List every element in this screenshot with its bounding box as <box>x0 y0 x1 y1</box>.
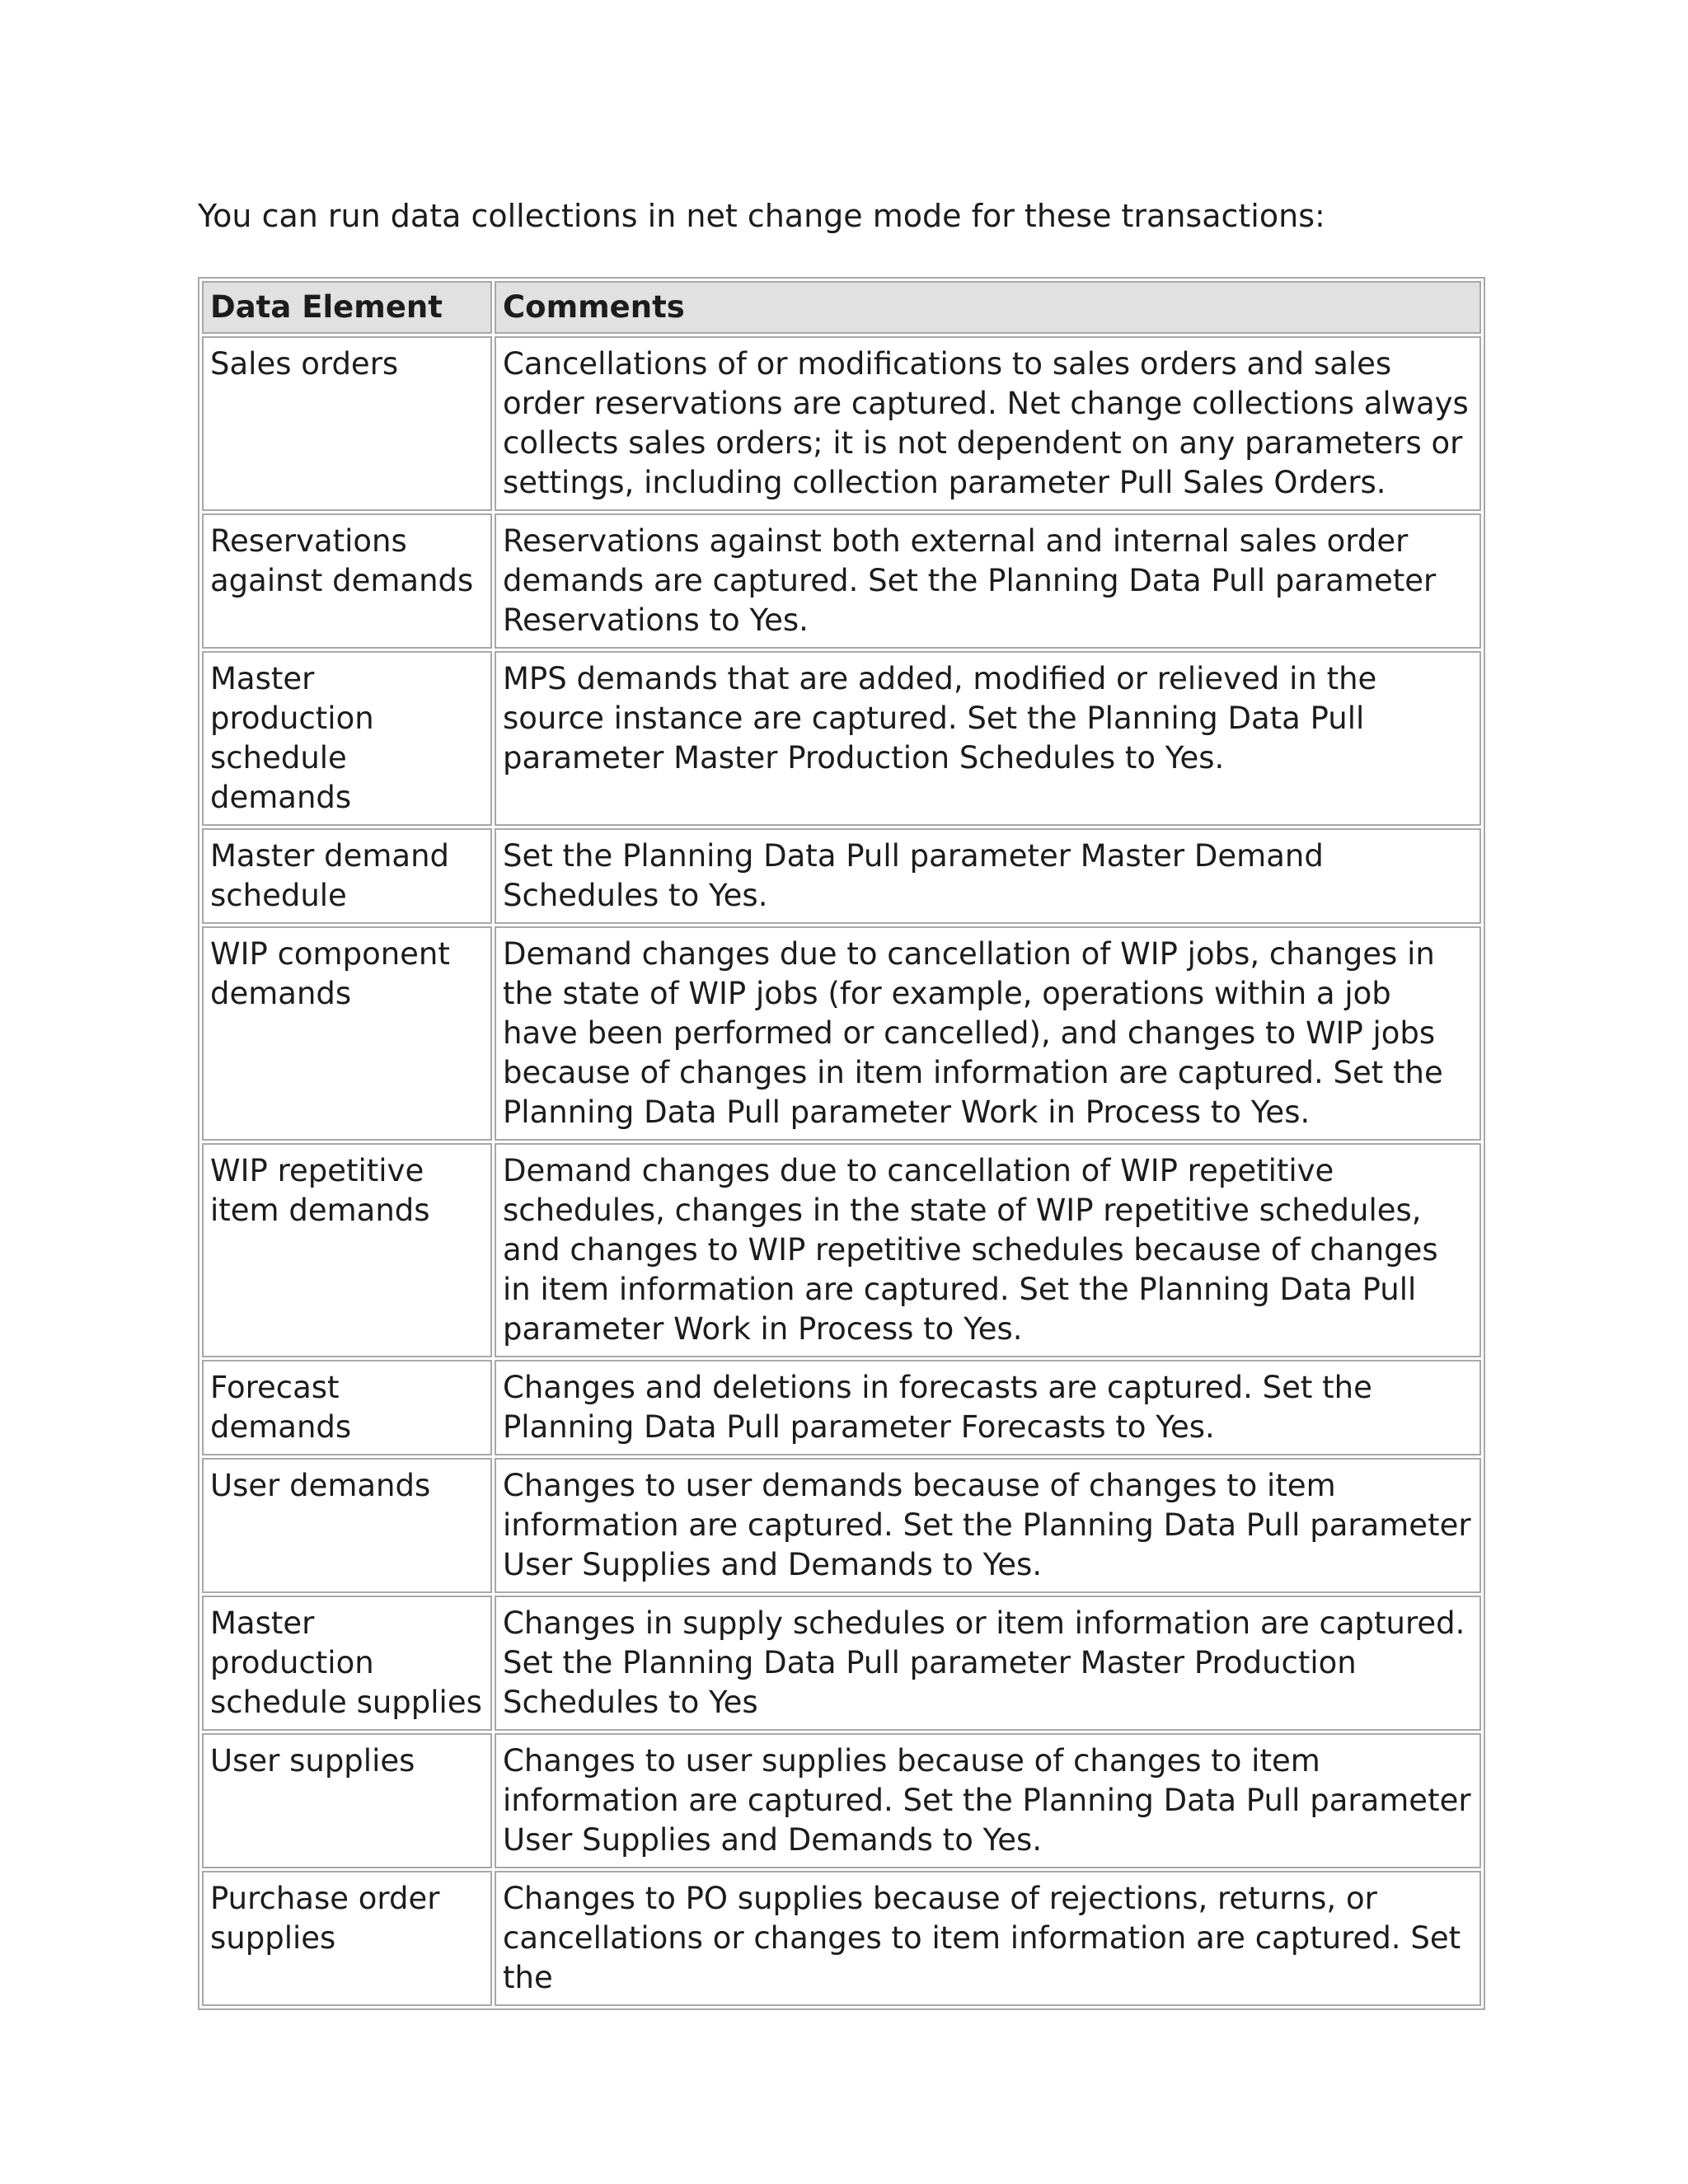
table-row <box>202 1360 1481 1455</box>
table-row <box>202 1596 1481 1731</box>
table-row <box>202 1458 1481 1593</box>
table-row <box>202 1143 1481 1357</box>
data-element-cell: Reservations against demands <box>202 513 492 649</box>
data-element-cell: Sales orders <box>202 336 492 511</box>
comment-cell: Set the Planning Data Pull parameter Master Demand Schedules to Yes. <box>495 828 1481 924</box>
data-element-cell: Master production schedule supplies <box>202 1596 492 1731</box>
table-row <box>202 1733 1481 1868</box>
table-row <box>202 651 1481 826</box>
data-element-cell: User demands <box>202 1458 492 1593</box>
table-row <box>202 926 1481 1141</box>
comment-cell: Changes to user supplies because of changes to item information are captured. Set the Planning Data Pull parameter User Supplies and Demands to Yes. <box>495 1733 1481 1868</box>
data-element-cell: User supplies <box>202 1733 492 1868</box>
header-data-element: Data Element <box>202 281 492 334</box>
comment-cell: MPS demands that are added, modified or relieved in the source instance are captured. Set the Planning Data Pull parameter Master Production Schedules to Yes. <box>495 651 1481 826</box>
comment-cell: Cancellations of or modifications to sales orders and sales order reservations are captured. Net change collections always collects sales orders; it is not dependent on any parameters or settings, including collection parameter Pull Sales Orders. <box>495 336 1481 511</box>
comment-cell: Reservations against both external and internal sales order demands are captured. Set the Planning Data Pull parameter Reservations to Yes. <box>495 513 1481 649</box>
table-row <box>202 513 1481 649</box>
table-row <box>202 828 1481 924</box>
table-header-row <box>202 281 1481 334</box>
comment-cell: Demand changes due to cancellation of WIP jobs, changes in the state of WIP jobs (for example, operations within a job have been performed or cancelled), and changes to WIP jobs because of changes in item information are captured. Set the Planning Data Pull parameter Work in Process to Yes. <box>495 926 1481 1141</box>
intro-text: You can run data collections in net change mode for these transactions: <box>198 198 1325 234</box>
comment-cell: Changes to user demands because of changes to item information are captured. Set the Planning Data Pull parameter User Supplies and Demands to Yes. <box>495 1458 1481 1593</box>
comment-cell: Changes in supply schedules or item information are captured. Set the Planning Data Pull parameter Master Production Schedules to Yes <box>495 1596 1481 1731</box>
comment-cell: Demand changes due to cancellation of WIP repetitive schedules, changes in the state of WIP repetitive schedules, and changes to WIP repetitive schedules because of changes in item information are captured. Set the Planning Data Pull parameter Work in Process to Yes. <box>495 1143 1481 1357</box>
data-element-cell: Master demand schedule <box>202 828 492 924</box>
data-element-cell: Purchase order supplies <box>202 1871 492 2006</box>
data-element-cell: WIP component demands <box>202 926 492 1141</box>
header-comments: Comments <box>495 281 1481 334</box>
net-change-table <box>198 277 1485 2010</box>
comment-cell: Changes to PO supplies because of rejections, returns, or cancellations or changes to item information are captured. Set the <box>495 1871 1481 2006</box>
comment-cell: Changes and deletions in forecasts are captured. Set the Planning Data Pull parameter Forecasts to Yes. <box>495 1360 1481 1455</box>
data-element-cell: WIP repetitive item demands <box>202 1143 492 1357</box>
table-row <box>202 336 1481 511</box>
table-row <box>202 1871 1481 2006</box>
data-element-cell: Forecast demands <box>202 1360 492 1455</box>
data-element-cell: Master production schedule demands <box>202 651 492 826</box>
net-change-table-container <box>198 277 1485 2010</box>
